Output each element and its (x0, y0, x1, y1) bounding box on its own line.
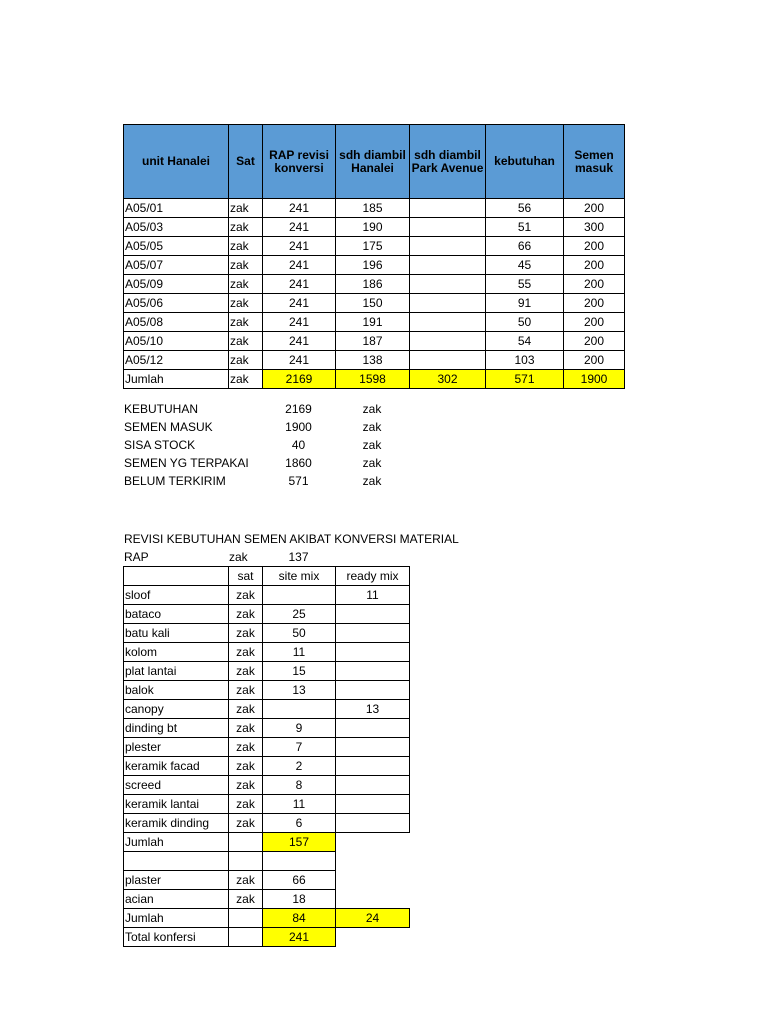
kebutuhan-cell: 50 (486, 313, 564, 332)
table-row (124, 332, 625, 351)
table-header-row (124, 125, 625, 199)
kebutuhan-cell: 45 (486, 256, 564, 275)
rap-cell: 241 (263, 313, 336, 332)
hanalei-cell: 196 (336, 256, 410, 275)
summary-row (123, 472, 409, 490)
ready-mix-cell (336, 814, 410, 833)
ready-mix-cell (336, 624, 410, 643)
sat-cell: zak (229, 776, 263, 795)
summary-row (123, 436, 409, 454)
total-kebutuhan: 571 (486, 370, 564, 389)
unit-table (123, 124, 625, 389)
summary-label: SISA STOCK (124, 437, 196, 452)
summary-unit: zak (362, 437, 382, 452)
park-avenue-cell (410, 256, 486, 275)
total-konfersi-sat (229, 928, 263, 947)
unit-cell: A05/07 (124, 256, 229, 275)
header-cell: Semen masuk (564, 125, 625, 199)
header-cell: sdh diambil Hanalei (336, 125, 410, 199)
site-mix-cell (263, 700, 336, 719)
table-row (124, 256, 625, 275)
unit-cell: A05/03 (124, 218, 229, 237)
empty-cell (336, 852, 410, 871)
summary-unit: zak (362, 419, 382, 434)
ready-mix-cell (336, 776, 410, 795)
unit-cell: A05/09 (124, 275, 229, 294)
site-mix-cell: 15 (263, 662, 336, 681)
header-cell: sat (229, 567, 263, 586)
empty-cell (336, 871, 410, 890)
header-cell: kebutuhan (486, 125, 564, 199)
site-mix-cell: 2 (263, 757, 336, 776)
blank-row (124, 852, 410, 871)
jumlah-label: Jumlah (124, 909, 229, 928)
site-mix-cell: 25 (263, 605, 336, 624)
ready-mix-cell (336, 643, 410, 662)
summary-value: 2169 (285, 401, 312, 416)
ready-mix-cell: 13 (336, 700, 410, 719)
hanalei-cell: 175 (336, 237, 410, 256)
hanalei-cell: 150 (336, 294, 410, 313)
rap-cell: 241 (263, 256, 336, 275)
table-row (124, 643, 410, 662)
sat-cell: zak (229, 586, 263, 605)
rap-cell: 241 (263, 199, 336, 218)
total-label: Jumlah (124, 370, 229, 389)
park-avenue-cell (410, 351, 486, 370)
table-row (124, 605, 410, 624)
rap-label: RAP (124, 549, 149, 564)
kebutuhan-cell: 55 (486, 275, 564, 294)
hanalei-cell: 186 (336, 275, 410, 294)
empty-cell (263, 852, 336, 871)
summary-label: SEMEN MASUK (124, 419, 213, 434)
unit-cell: A05/08 (124, 313, 229, 332)
material-cell: keramik lantai (124, 795, 229, 814)
jumlah-site-mix: 84 (263, 909, 336, 928)
header-cell: ready mix (336, 567, 410, 586)
material-cell: bataco (124, 605, 229, 624)
ready-mix-cell (336, 662, 410, 681)
table-row (124, 757, 410, 776)
ready-mix-cell (336, 795, 410, 814)
site-mix-cell: 7 (263, 738, 336, 757)
table-row (124, 275, 625, 294)
table-row (124, 719, 410, 738)
unit-cell: A05/01 (124, 199, 229, 218)
sat-cell: zak (229, 237, 263, 256)
header-cell: unit Hanalei (124, 125, 229, 199)
sat-cell: zak (229, 795, 263, 814)
header-cell: Sat (229, 125, 263, 199)
semen-masuk-cell: 200 (564, 332, 625, 351)
table-row (124, 586, 410, 605)
park-avenue-cell (410, 237, 486, 256)
hanalei-cell: 190 (336, 218, 410, 237)
material-cell: keramik dinding (124, 814, 229, 833)
jumlah-ready-mix: 24 (336, 909, 410, 928)
total-sat: zak (229, 370, 263, 389)
table-row (124, 662, 410, 681)
sat-cell: zak (229, 256, 263, 275)
site-mix-cell: 66 (263, 871, 336, 890)
table-row (124, 681, 410, 700)
sat-cell: zak (229, 871, 263, 890)
site-mix-cell: 9 (263, 719, 336, 738)
summary-label: KEBUTUHAN (124, 401, 199, 416)
kebutuhan-cell: 103 (486, 351, 564, 370)
semen-masuk-cell: 200 (564, 351, 625, 370)
site-mix-cell: 13 (263, 681, 336, 700)
table-row (124, 776, 410, 795)
ready-mix-cell (336, 719, 410, 738)
semen-masuk-cell: 200 (564, 256, 625, 275)
sat-cell: zak (229, 738, 263, 757)
jumlah-sat (229, 833, 263, 852)
rap-cell: 241 (263, 275, 336, 294)
rap-unit: zak (229, 549, 248, 564)
empty-cell (229, 852, 263, 871)
material-cell: batu kali (124, 624, 229, 643)
total-row (124, 370, 625, 389)
table-row (124, 700, 410, 719)
summary-value: 40 (291, 437, 306, 452)
table-row (124, 237, 625, 256)
hanalei-cell: 191 (336, 313, 410, 332)
sat-cell: zak (229, 199, 263, 218)
hanalei-cell: 187 (336, 332, 410, 351)
site-mix-cell: 18 (263, 890, 336, 909)
jumlah-sat (229, 909, 263, 928)
park-avenue-cell (410, 275, 486, 294)
ready-mix-cell (336, 605, 410, 624)
site-mix-cell: 50 (263, 624, 336, 643)
jumlah-site-mix: 157 (263, 833, 336, 852)
material-cell: balok (124, 681, 229, 700)
hanalei-cell: 185 (336, 199, 410, 218)
park-avenue-cell (410, 218, 486, 237)
site-mix-cell: 6 (263, 814, 336, 833)
sat-cell: zak (229, 643, 263, 662)
revisi-title: REVISI KEBUTUHAN SEMEN AKIBAT KONVERSI MATERIAL (124, 532, 459, 546)
semen-masuk-cell: 300 (564, 218, 625, 237)
table-row (124, 814, 410, 833)
material-cell: keramik facad (124, 757, 229, 776)
empty-cell (336, 833, 410, 852)
site-mix-cell (263, 586, 336, 605)
ready-mix-cell (336, 681, 410, 700)
kebutuhan-cell: 91 (486, 294, 564, 313)
material-cell: screed (124, 776, 229, 795)
table-row (124, 890, 410, 909)
sat-cell: zak (229, 605, 263, 624)
header-cell: RAP revisi konversi (263, 125, 336, 199)
rap-cell: 241 (263, 218, 336, 237)
park-avenue-cell (410, 294, 486, 313)
semen-masuk-cell: 200 (564, 294, 625, 313)
empty-cell (124, 852, 229, 871)
summary-value: 571 (288, 473, 309, 488)
kebutuhan-cell: 66 (486, 237, 564, 256)
site-mix-cell: 11 (263, 795, 336, 814)
kebutuhan-cell: 56 (486, 199, 564, 218)
sat-cell: zak (229, 681, 263, 700)
material-cell: plester (124, 738, 229, 757)
rap-cell: 241 (263, 351, 336, 370)
total-konfersi-row (124, 928, 410, 947)
unit-cell: A05/05 (124, 237, 229, 256)
summary-table (123, 400, 409, 490)
semen-masuk-cell: 200 (564, 275, 625, 294)
summary-unit: zak (362, 455, 382, 470)
header-cell (124, 567, 229, 586)
semen-masuk-cell: 200 (564, 199, 625, 218)
sat-cell: zak (229, 890, 263, 909)
summary-label: BELUM TERKIRIM (124, 473, 226, 488)
sat-cell: zak (229, 294, 263, 313)
rap-row (123, 548, 335, 566)
sat-cell: zak (229, 757, 263, 776)
park-avenue-cell (410, 332, 486, 351)
ready-mix-cell: 11 (336, 586, 410, 605)
table-row (124, 351, 625, 370)
table-row (124, 795, 410, 814)
semen-masuk-cell: 200 (564, 237, 625, 256)
total-semen-masuk: 1900 (564, 370, 625, 389)
table-row (124, 218, 625, 237)
table-row (124, 294, 625, 313)
ready-mix-cell (336, 738, 410, 757)
material-cell: kolom (124, 643, 229, 662)
table-row (124, 871, 410, 890)
conversion-table (123, 566, 410, 947)
rap-value: 137 (288, 549, 309, 564)
summary-value: 1860 (285, 455, 312, 470)
summary-row (123, 400, 409, 418)
sat-cell: zak (229, 275, 263, 294)
semen-masuk-cell: 200 (564, 313, 625, 332)
jumlah-row (124, 909, 410, 928)
empty-cell (336, 890, 410, 909)
ready-mix-cell (336, 757, 410, 776)
rap-cell: 241 (263, 332, 336, 351)
material-cell: plat lantai (124, 662, 229, 681)
total-konfersi-label: Total konfersi (124, 928, 229, 947)
table-row (124, 313, 625, 332)
rap-cell: 241 (263, 294, 336, 313)
sat-cell: zak (229, 313, 263, 332)
rap-cell: 241 (263, 237, 336, 256)
material-cell: acian (124, 890, 229, 909)
summary-label: SEMEN YG TERPAKAI (124, 455, 249, 470)
total-park-avenue: 302 (410, 370, 486, 389)
jumlah-row (124, 833, 410, 852)
sat-cell: zak (229, 719, 263, 738)
total-konfersi-value: 241 (263, 928, 336, 947)
sat-cell: zak (229, 624, 263, 643)
total-rap: 2169 (263, 370, 336, 389)
header-cell: site mix (263, 567, 336, 586)
total-hanalei: 1598 (336, 370, 410, 389)
site-mix-cell: 11 (263, 643, 336, 662)
sat-cell: zak (229, 351, 263, 370)
summary-row (123, 418, 409, 436)
kebutuhan-cell: 51 (486, 218, 564, 237)
summary-unit: zak (362, 401, 382, 416)
summary-row (123, 454, 409, 472)
sat-cell: zak (229, 814, 263, 833)
unit-cell: A05/06 (124, 294, 229, 313)
table-row (124, 199, 625, 218)
material-cell: dinding bt (124, 719, 229, 738)
summary-value: 1900 (285, 419, 312, 434)
material-cell: plaster (124, 871, 229, 890)
conversion-header-row (124, 567, 410, 586)
sat-cell: zak (229, 332, 263, 351)
park-avenue-cell (410, 313, 486, 332)
unit-cell: A05/10 (124, 332, 229, 351)
sat-cell: zak (229, 662, 263, 681)
sat-cell: zak (229, 218, 263, 237)
table-row (124, 738, 410, 757)
kebutuhan-cell: 54 (486, 332, 564, 351)
unit-cell: A05/12 (124, 351, 229, 370)
summary-unit: zak (362, 473, 382, 488)
sat-cell: zak (229, 700, 263, 719)
table-row (124, 624, 410, 643)
park-avenue-cell (410, 199, 486, 218)
jumlah-label: Jumlah (124, 833, 229, 852)
empty-cell (336, 928, 410, 947)
hanalei-cell: 138 (336, 351, 410, 370)
material-cell: sloof (124, 586, 229, 605)
site-mix-cell: 8 (263, 776, 336, 795)
rap-row-table (123, 548, 335, 566)
header-cell: sdh diambil Park Avenue (410, 125, 486, 199)
material-cell: canopy (124, 700, 229, 719)
